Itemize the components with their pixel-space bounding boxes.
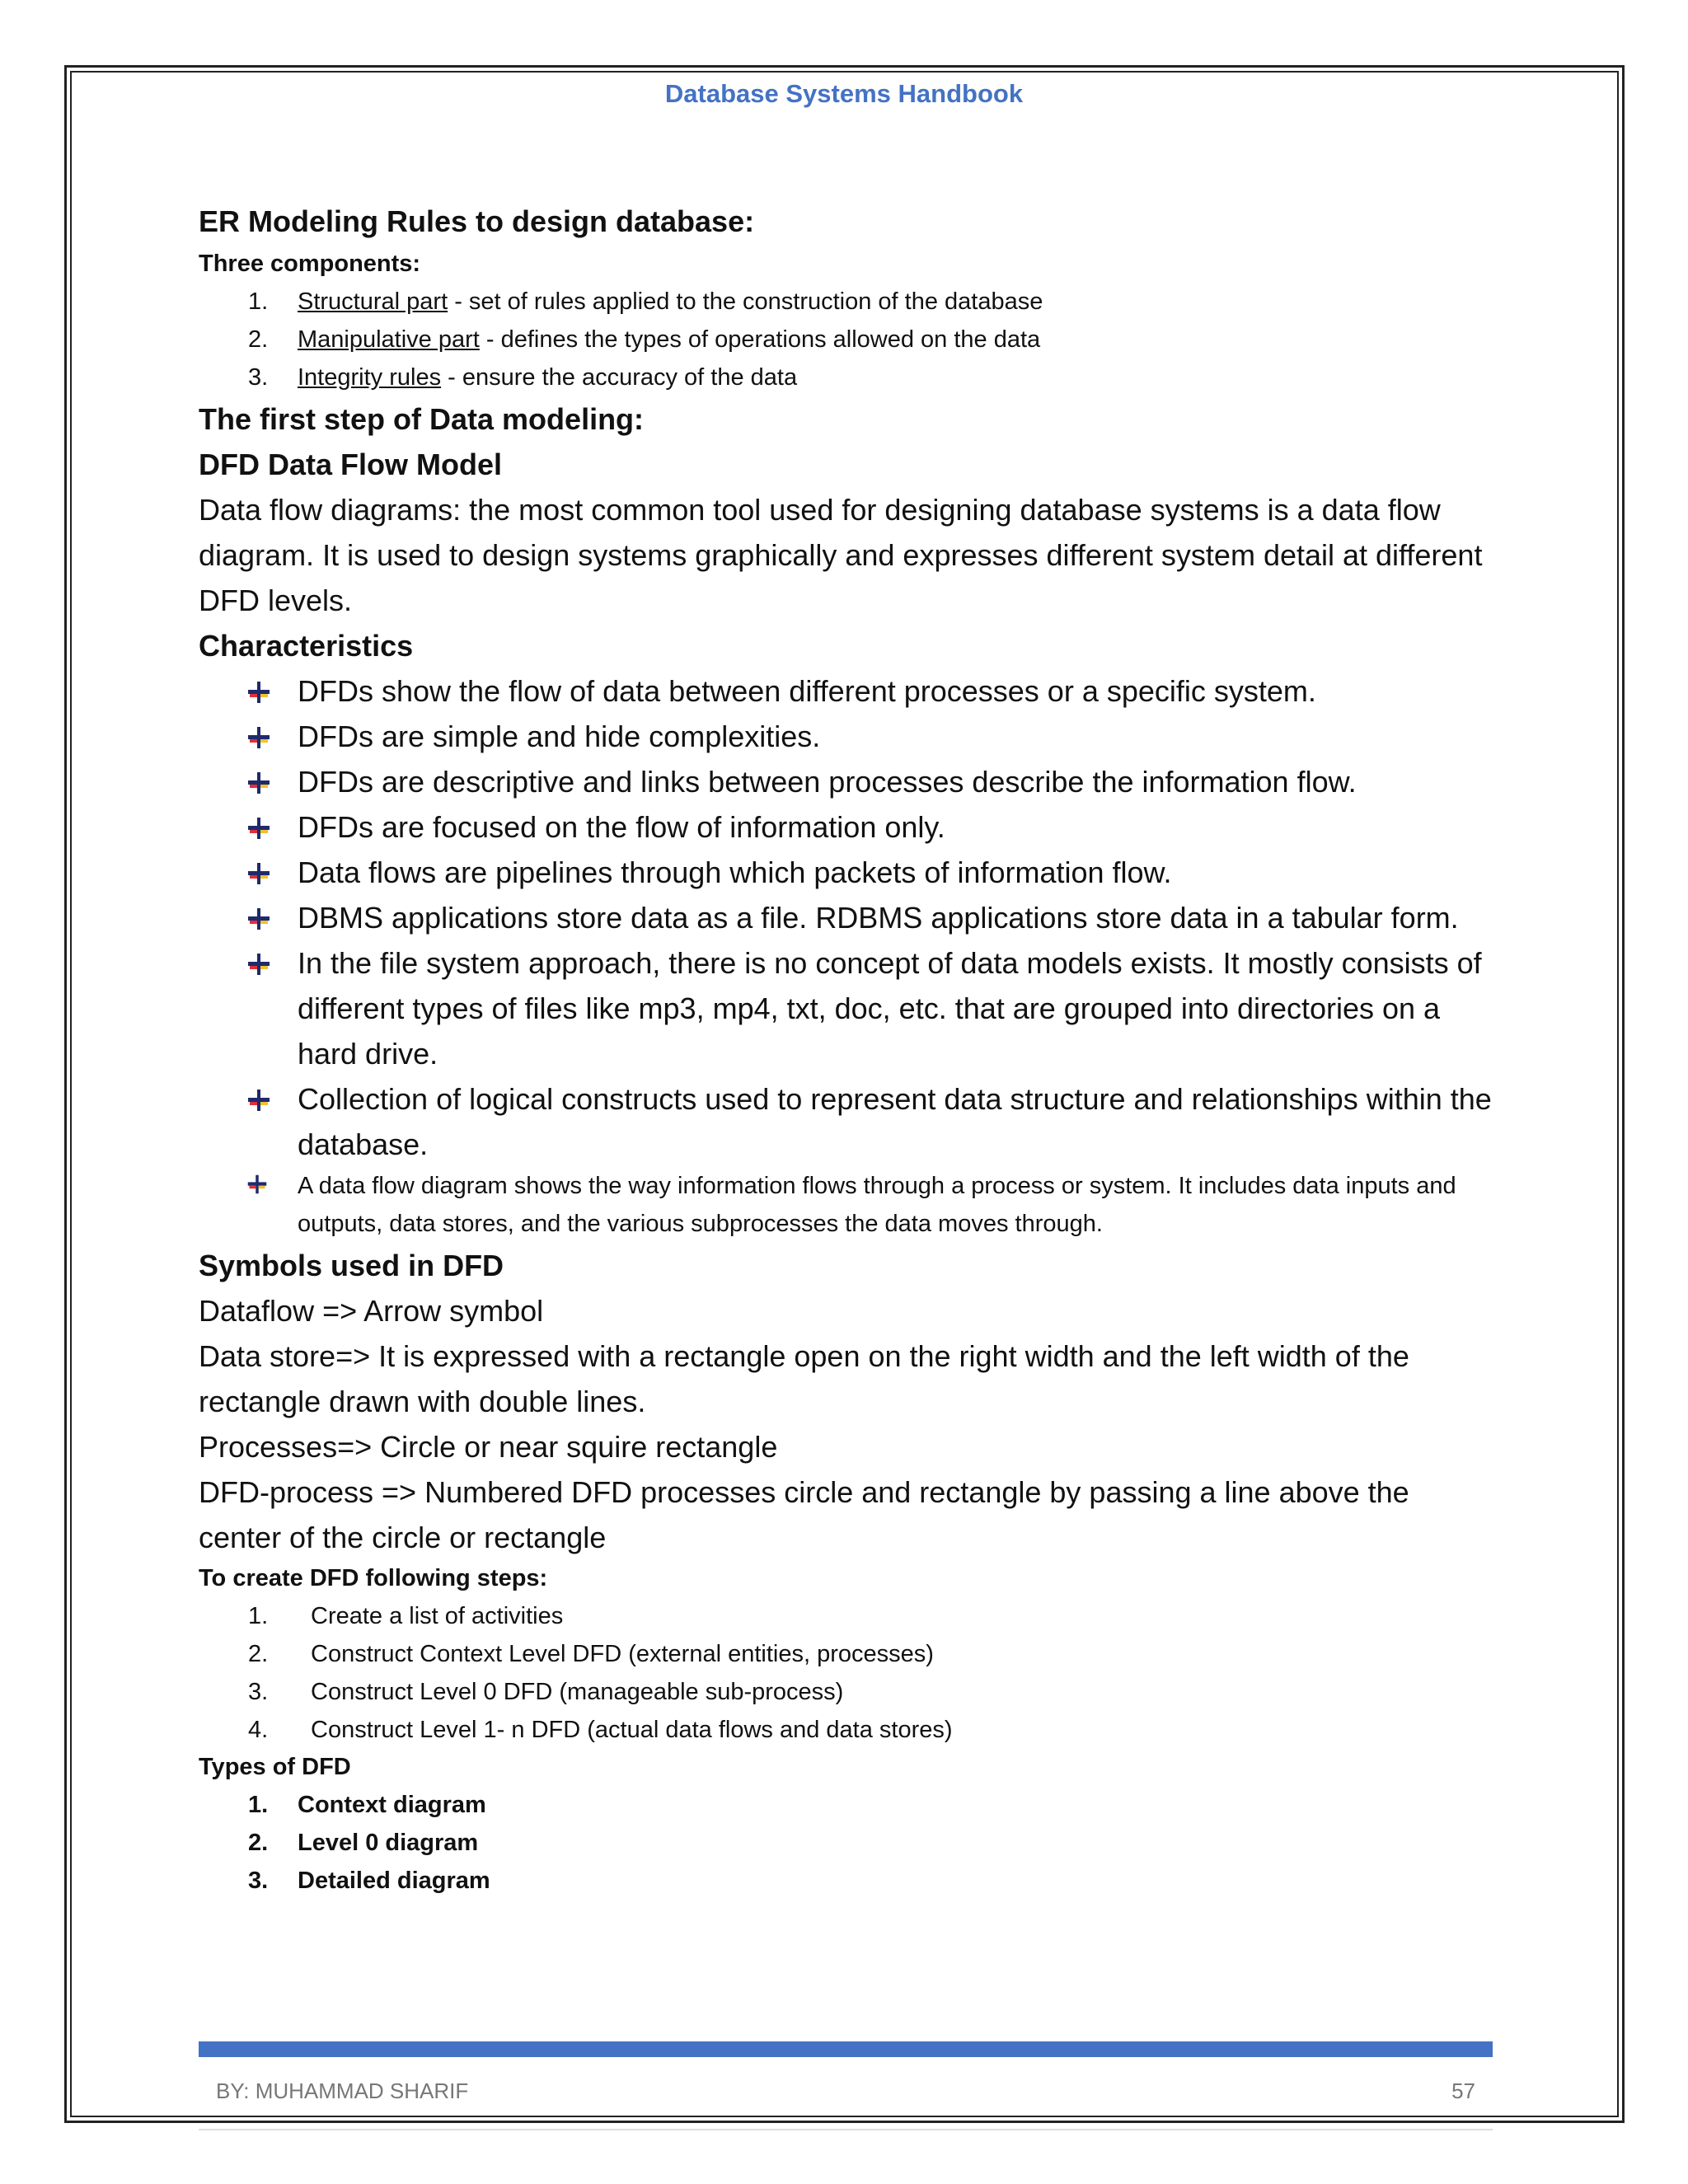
- list-item: [199, 1711, 1493, 1749]
- component-desc: - ensure the accuracy of the data: [441, 364, 798, 391]
- list-item: [199, 940, 1493, 1076]
- symbols-title: Symbols used in DFD: [199, 1249, 504, 1282]
- pushpin-bullet-icon: [246, 725, 271, 750]
- er-section-subtitle: Three components:: [199, 251, 421, 277]
- list-item: [199, 1824, 1493, 1862]
- dfd-model-title: DFD Data Flow Model: [199, 448, 502, 481]
- list-item: [199, 1786, 1493, 1824]
- symbol-line: Data store=> It is expressed with a rectangle open on the right width and the left width of the rectangle drawn with double lines.: [199, 1339, 1409, 1418]
- data-modeling-title: The first step of Data modeling:: [199, 402, 645, 436]
- create-steps-title: To create DFD following steps:: [199, 1565, 548, 1591]
- list-number: 1.: [248, 1792, 269, 1818]
- bullet-text: DFDs are simple and hide complexities.: [298, 719, 821, 753]
- dfd-intro-paragraph: Data flow diagrams: the most common tool used for designing database systems is a data flow diagram. It is used to design systems graphically and expresses different system detail at different DFD levels.: [199, 493, 1483, 617]
- footer-author: BY: MUHAMMAD SHARIF: [216, 2079, 469, 2103]
- bullet-text: DFDs are descriptive and links between processes describe the information flow.: [298, 765, 1357, 799]
- list-item: [199, 359, 1493, 396]
- pushpin-bullet-icon: [246, 771, 271, 795]
- types-title: Types of DFD: [199, 1754, 351, 1780]
- list-item: [199, 1862, 1493, 1900]
- pushpin-bullet-icon: [246, 816, 271, 841]
- list-item: [199, 1635, 1493, 1673]
- list-number: 1.: [248, 288, 269, 315]
- type-text: Detailed diagram: [298, 1868, 490, 1894]
- type-text: Level 0 diagram: [298, 1830, 479, 1856]
- list-number: 1.: [248, 1603, 269, 1629]
- list-item: [199, 895, 1493, 940]
- pushpin-bullet-icon: [246, 1088, 271, 1113]
- list-number: 3.: [248, 364, 269, 391]
- component-desc: - defines the types of operations allowed on the data: [479, 326, 1041, 353]
- list-number: 2.: [248, 1641, 269, 1667]
- component-desc: - set of rules applied to the construction of the database: [448, 288, 1043, 315]
- page-content: [199, 198, 1493, 1900]
- bullet-text: Data flows are pipelines through which packets of information flow.: [298, 855, 1172, 889]
- bullet-text: In the file system approach, there is no concept of data models exists. It mostly consists of different types of files like mp3, mp4, txt, doc, etc. that are grouped into directories on a hard drive.: [298, 946, 1482, 1071]
- list-item: [199, 1167, 1493, 1243]
- symbol-line: Processes=> Circle or near squire rectangle: [199, 1430, 778, 1464]
- symbol-line: Dataflow => Arrow symbol: [199, 1294, 544, 1328]
- list-number: 4.: [248, 1717, 269, 1743]
- step-text: Construct Context Level DFD (external entities, processes): [311, 1641, 934, 1667]
- list-number: 3.: [248, 1679, 269, 1705]
- pushpin-bullet-icon: [246, 861, 271, 886]
- create-steps-list: [199, 1597, 1493, 1749]
- list-item: [199, 321, 1493, 359]
- component-term: Manipulative part: [298, 326, 480, 353]
- footer-accent-bar: [199, 2041, 1493, 2057]
- bullet-text: DFDs show the flow of data between different processes or a specific system.: [298, 674, 1316, 708]
- components-list: [199, 283, 1493, 396]
- pushpin-bullet-icon: [246, 952, 271, 977]
- characteristics-title: Characteristics: [199, 629, 414, 663]
- bullet-text: Collection of logical constructs used to represent data structure and relationships within the database.: [298, 1082, 1492, 1161]
- list-item: [199, 804, 1493, 850]
- list-number: 2.: [248, 1830, 269, 1856]
- pushpin-bullet-icon: [246, 680, 271, 705]
- symbol-line: DFD-process => Numbered DFD processes circle and rectangle by passing a line above the center of the circle or rectangle: [199, 1475, 1409, 1554]
- list-item: [199, 1673, 1493, 1711]
- page-number: 57: [1451, 2079, 1475, 2103]
- header-title: Database Systems Handbook: [664, 79, 1024, 108]
- component-term: Structural part: [298, 288, 448, 315]
- footer-divider: [199, 2129, 1493, 2130]
- list-item: [199, 714, 1493, 759]
- pushpin-bullet-icon: [246, 1174, 268, 1195]
- characteristics-list: [199, 668, 1493, 1243]
- bullet-text: DBMS applications store data as a file. RDBMS applications store data in a tabular form.: [298, 901, 1459, 935]
- component-term: Integrity rules: [298, 364, 442, 391]
- list-item: [199, 1076, 1493, 1167]
- list-item: [199, 850, 1493, 895]
- list-number: 3.: [248, 1868, 269, 1894]
- types-list: [199, 1786, 1493, 1900]
- list-item: [199, 668, 1493, 714]
- step-text: Construct Level 0 DFD (manageable sub-process): [311, 1679, 844, 1705]
- pushpin-bullet-icon: [246, 907, 271, 931]
- step-text: Create a list of activities: [311, 1603, 564, 1629]
- list-item: [199, 283, 1493, 321]
- type-text: Context diagram: [298, 1792, 486, 1818]
- list-item: [199, 1597, 1493, 1635]
- bullet-text: DFDs are focused on the flow of information only.: [298, 810, 945, 844]
- step-text: Construct Level 1- n DFD (actual data flows and data stores): [311, 1717, 953, 1743]
- list-item: [199, 759, 1493, 804]
- list-number: 2.: [248, 326, 269, 353]
- bullet-text: A data flow diagram shows the way information flows through a process or system. It includes data inputs and outputs, data stores, and the various subprocesses the data moves through.: [298, 1173, 1456, 1237]
- er-section-title: ER Modeling Rules to design database:: [199, 204, 755, 238]
